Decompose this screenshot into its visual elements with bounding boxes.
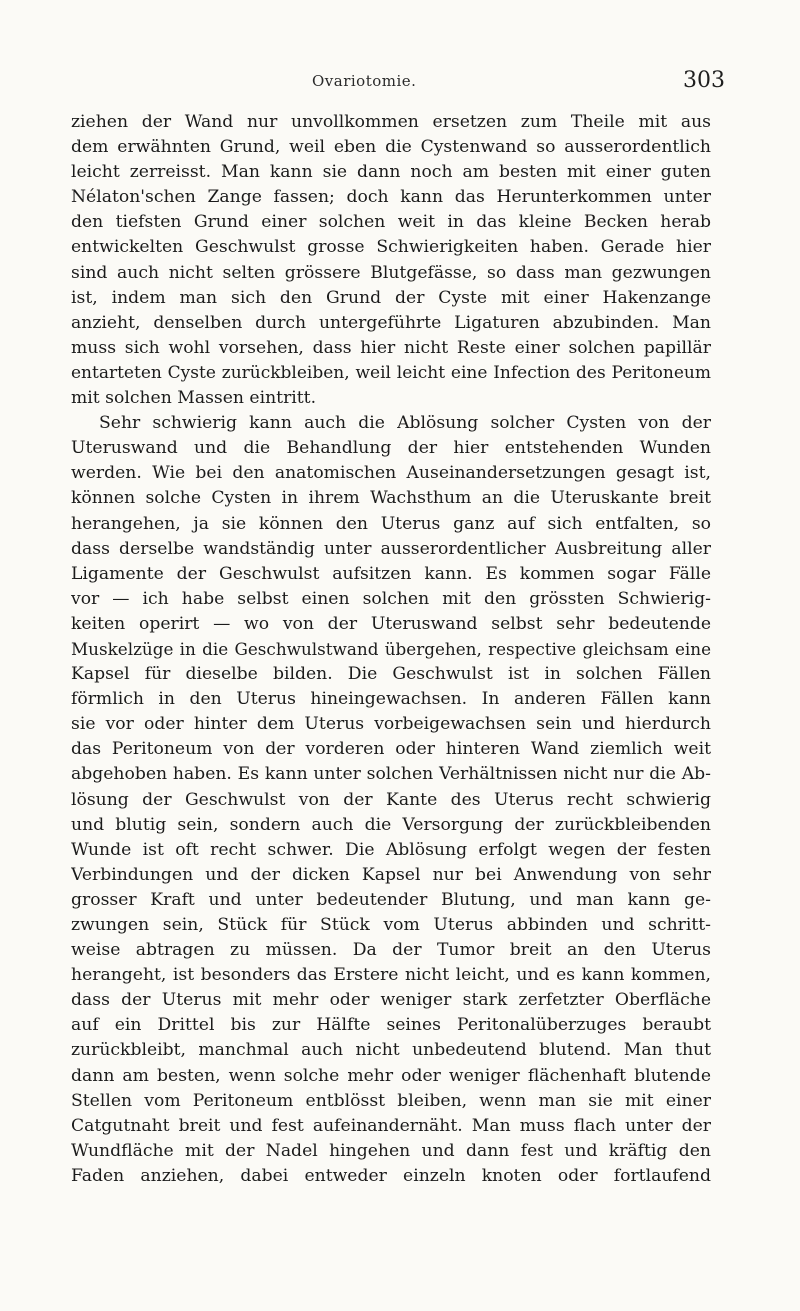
text-line: Uteruswand und die Behandlung der hier entstehenden Wunden <box>71 438 711 459</box>
text-line: abgehoben haben. Es kann unter solchen Verhältnissen nicht nur die Ab- <box>71 764 711 785</box>
text-line: das Peritoneum von der vorderen oder hinteren Wand ziemlich weit <box>71 739 711 760</box>
text-line: förmlich in den Uterus hineingewachsen. In anderen Fällen kann <box>71 689 711 710</box>
text-line: sind auch nicht selten grössere Blutgefässe, so dass man gezwungen <box>71 262 711 283</box>
text-line: lösung der Geschwulst von der Kante des Uterus recht schwierig <box>71 789 711 810</box>
text-line: Faden anziehen, dabei entweder einzeln knoten oder fortlaufend <box>71 1165 711 1186</box>
text-line: anzieht, denselben durch untergeführte Ligaturen abzubinden. Man <box>71 312 711 333</box>
text-line: mit solchen Massen eintritt. <box>71 388 317 409</box>
running-title: Ovariotomie. <box>312 72 417 90</box>
text-line: keiten operirt — wo von der Uteruswand selbst sehr bedeutende <box>71 613 711 634</box>
text-line: weise abtragen zu müssen. Da der Tumor breit an den Uterus <box>71 940 711 961</box>
text-line: können solche Cysten in ihrem Wachsthum an die Uteruskante breit <box>71 488 711 509</box>
text-line: werden. Wie bei den anatomischen Auseinandersetzungen gesagt ist, <box>71 463 711 484</box>
text-line: Wunde ist oft recht schwer. Die Ablösung erfolgt wegen der festen <box>71 839 711 860</box>
text-line: vor — ich habe selbst einen solchen mit den grössten Schwierig- <box>71 588 711 609</box>
text-line: Catgutnaht breit und fest aufeinandernäht. Man muss flach unter der <box>71 1115 711 1136</box>
page-number: 303 <box>683 68 725 93</box>
text-line: und blutig sein, sondern auch die Versorgung der zurückbleibenden <box>71 814 711 835</box>
text-line: entarteten Cyste zurückbleiben, weil leicht eine Infection des Peritoneum <box>71 362 711 383</box>
text-line: Kapsel für dieselbe bilden. Die Geschwulst ist in solchen Fällen <box>71 664 711 685</box>
text-line: auf ein Drittel bis zur Hälfte seines Peritonalüberzuges beraubt <box>71 1015 711 1036</box>
text-line: grosser Kraft und unter bedeutender Blutung, und man kann ge- <box>71 889 711 910</box>
text-line: herangehen, ja sie können den Uterus ganz auf sich entfalten, so <box>71 513 711 534</box>
body-text <box>71 110 711 1189</box>
text-line: ziehen der Wand nur unvollkommen ersetzen zum Theile mit aus <box>71 112 711 132</box>
text-line: Muskelzüge in die Geschwulstwand übergehen, respective gleichsam eine <box>71 638 711 659</box>
text-line: dass derselbe wandständig unter ausserordentlicher Ausbreitung aller <box>71 538 711 559</box>
text-line: muss sich wohl vorsehen, dass hier nicht Reste einer solchen papillär <box>71 337 711 358</box>
text-line: zwungen sein, Stück für Stück vom Uterus abbinden und schritt- <box>71 915 711 935</box>
text-line: Stellen vom Peritoneum entblösst bleiben, wenn man sie mit einer <box>71 1090 711 1111</box>
text-line: Sehr schwierig kann auch die Ablösung solcher Cysten von der <box>99 413 711 434</box>
text-line: dann am besten, wenn solche mehr oder weniger flächenhaft blutende <box>71 1065 711 1086</box>
text-line: Ligamente der Geschwulst aufsitzen kann. Es kommen sogar Fälle <box>71 563 711 584</box>
text-line: zurückbleibt, manchmal auch nicht unbedeutend blutend. Man thut <box>71 1040 711 1061</box>
text-line: den tiefsten Grund einer solchen weit in das kleine Becken herab <box>71 212 711 233</box>
text-line: leicht zerreisst. Man kann sie dann noch am besten mit einer guten <box>71 162 711 183</box>
text-line: dass der Uterus mit mehr oder weniger stark zerfetzter Oberfläche <box>71 990 711 1011</box>
text-line: entwickelten Geschwulst grosse Schwierigkeiten haben. Gerade hier <box>71 237 711 258</box>
text-line: herangeht, ist besonders das Erstere nicht leicht, und es kann kommen, <box>71 965 711 986</box>
text-line: dem erwähnten Grund, weil eben die Cystenwand so ausserordentlich <box>71 137 711 158</box>
text-line: Verbindungen und der dicken Kapsel nur bei Anwendung von sehr <box>71 864 711 885</box>
text-line: sie vor oder hinter dem Uterus vorbeigewachsen sein und hierdurch <box>71 714 711 735</box>
text-line: Wundfläche mit der Nadel hingehen und dann fest und kräftig den <box>71 1140 711 1161</box>
text-line: Nélaton'schen Zange fassen; doch kann das Herunterkommen unter <box>71 187 711 208</box>
text-line: ist, indem man sich den Grund der Cyste mit einer Hakenzange <box>71 287 711 308</box>
